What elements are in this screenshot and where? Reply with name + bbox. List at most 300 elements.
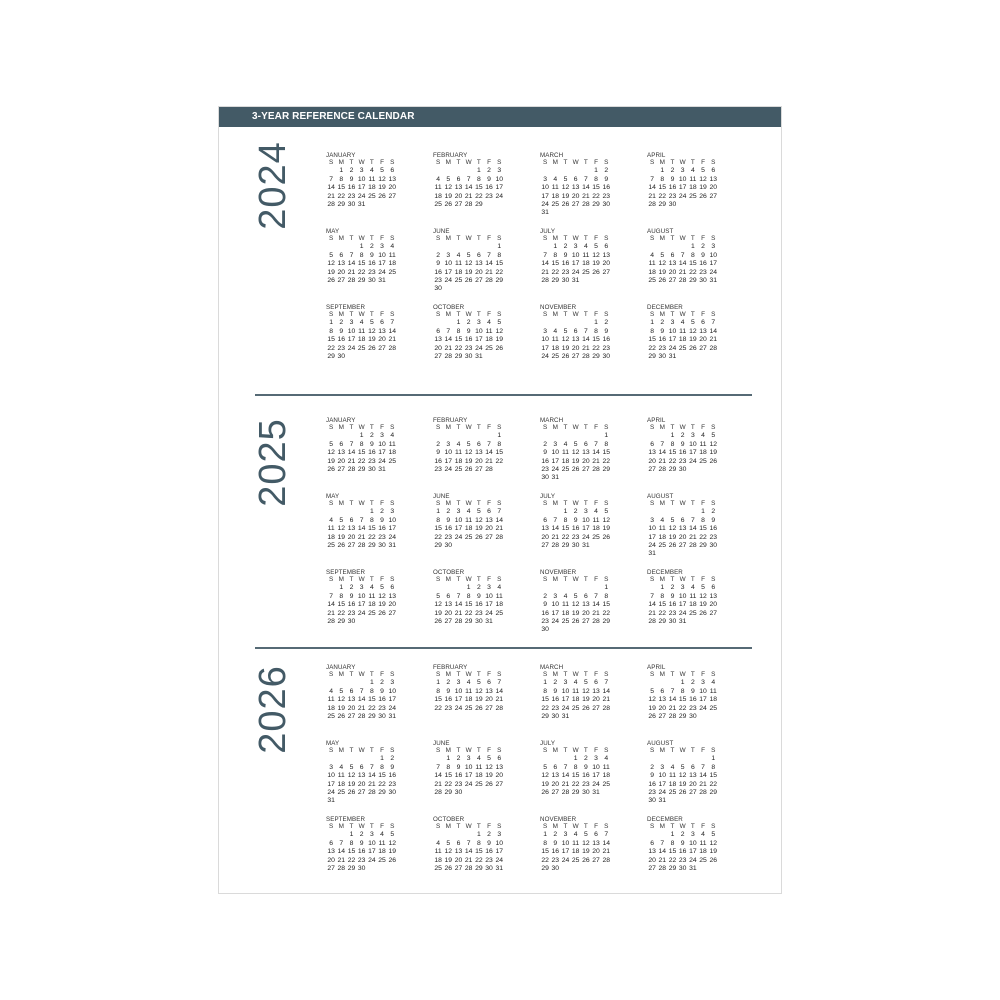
weekday-initial: S — [542, 823, 548, 830]
day-number: 4 — [369, 167, 374, 175]
day-number: 2 — [446, 679, 451, 687]
week-row — [540, 705, 620, 713]
day-number: 15 — [592, 184, 600, 192]
weekday-initial: T — [583, 823, 588, 830]
day-number: 6 — [604, 243, 609, 251]
empty-day — [433, 167, 443, 175]
day-number: 18 — [571, 848, 580, 856]
day-number: 24 — [551, 465, 560, 473]
day-number: 18 — [678, 336, 687, 344]
day-number: 16 — [541, 457, 549, 465]
week-row — [647, 193, 727, 201]
month-august — [647, 740, 727, 806]
week-row — [326, 277, 406, 285]
day-number: 23 — [475, 609, 483, 617]
weekday-initial: M — [445, 311, 451, 318]
empty-day — [708, 466, 718, 474]
day-number: 14 — [368, 772, 376, 780]
day-number: 30 — [388, 788, 396, 796]
day-number: 6 — [476, 251, 481, 259]
weekday-initial: M — [338, 159, 344, 166]
day-number: 19 — [561, 192, 570, 200]
day-number: 22 — [689, 268, 697, 276]
weekday-initial: S — [542, 671, 548, 678]
day-number: 18 — [368, 601, 376, 609]
day-number: 12 — [709, 839, 717, 847]
day-number: 5 — [701, 584, 705, 592]
day-number: 27 — [582, 465, 590, 473]
year-label — [253, 412, 293, 512]
day-number: 6 — [456, 839, 461, 847]
week-row — [540, 789, 620, 797]
empty-day — [667, 755, 677, 763]
day-number: 9 — [680, 839, 685, 847]
day-number: 28 — [485, 465, 493, 473]
day-number: 17 — [485, 601, 493, 609]
weekday-initial: S — [497, 235, 502, 242]
day-number: 11 — [454, 449, 462, 457]
day-number: 17 — [592, 772, 600, 780]
week-row — [326, 458, 406, 466]
day-number: 10 — [378, 251, 386, 259]
day-number: 11 — [689, 592, 697, 600]
day-number: 11 — [699, 839, 707, 847]
day-number: 5 — [711, 432, 716, 440]
empty-day — [571, 319, 581, 327]
day-number: 10 — [464, 763, 473, 771]
empty-day — [678, 243, 688, 251]
day-number: 22 — [454, 344, 463, 352]
day-number: 21 — [658, 856, 667, 864]
empty-day — [540, 319, 550, 327]
weekday-initial: F — [487, 576, 491, 583]
day-number: 11 — [561, 601, 569, 609]
weekday-initial: T — [349, 747, 354, 754]
day-number: 8 — [476, 839, 481, 847]
weekday-header — [540, 500, 620, 508]
empty-day — [443, 432, 453, 440]
day-number: 16 — [378, 696, 386, 704]
week-row — [326, 345, 406, 353]
day-number: 7 — [487, 440, 491, 448]
day-number: 26 — [485, 780, 493, 788]
weekday-initial: S — [390, 235, 395, 242]
day-number: 5 — [670, 516, 675, 524]
day-number: 1 — [690, 243, 695, 251]
day-number: 8 — [380, 763, 384, 771]
day-number: 8 — [650, 327, 654, 335]
day-number: 14 — [541, 260, 549, 268]
day-number: 31 — [689, 864, 697, 872]
day-number: 22 — [571, 780, 580, 788]
day-number: 21 — [357, 533, 366, 541]
week-row — [326, 584, 406, 592]
day-number: 20 — [582, 457, 590, 465]
day-number: 12 — [327, 260, 335, 268]
weekday-initial: W — [358, 823, 365, 830]
day-number: 20 — [444, 609, 453, 617]
weekday-initial: M — [552, 424, 558, 431]
empty-day — [688, 353, 698, 361]
day-number: 28 — [689, 541, 697, 549]
empty-day — [443, 167, 453, 175]
day-number: 15 — [551, 260, 560, 268]
day-number: 30 — [434, 285, 442, 293]
day-number: 19 — [337, 533, 346, 541]
day-number: 23 — [551, 704, 560, 712]
day-number: 6 — [349, 687, 354, 695]
empty-day — [657, 679, 667, 687]
week-row — [433, 534, 513, 542]
weekday-initial: T — [349, 823, 354, 830]
day-number: 1 — [476, 167, 481, 175]
day-number: 3 — [329, 763, 333, 771]
day-number: 16 — [602, 184, 610, 192]
day-number: 6 — [349, 516, 354, 524]
day-number: 23 — [464, 344, 473, 352]
week-row — [540, 277, 620, 285]
day-number: 18 — [561, 609, 570, 617]
day-number: 21 — [357, 704, 366, 712]
day-number: 3 — [553, 440, 558, 448]
weekday-header — [647, 747, 727, 755]
week-row — [433, 328, 513, 336]
day-number: 4 — [390, 243, 395, 251]
day-number: 2 — [690, 679, 695, 687]
day-number: 18 — [551, 344, 560, 352]
day-number: 11 — [592, 516, 600, 524]
empty-day — [346, 243, 356, 251]
day-number: 14 — [592, 601, 600, 609]
day-number: 4 — [456, 440, 461, 448]
empty-day — [433, 432, 443, 440]
weekday-initial: F — [594, 671, 598, 678]
day-number: 18 — [551, 192, 560, 200]
weekday-initial: T — [563, 747, 568, 754]
week-row — [540, 458, 620, 466]
week-row — [647, 610, 727, 618]
day-number: 4 — [711, 679, 716, 687]
day-number: 4 — [466, 679, 471, 687]
empty-day — [453, 432, 463, 440]
week-row — [433, 353, 513, 361]
week-row — [326, 508, 406, 516]
empty-day — [326, 508, 336, 516]
day-number: 14 — [454, 601, 463, 609]
day-number: 12 — [444, 184, 453, 192]
day-number: 18 — [689, 184, 697, 192]
day-number: 22 — [368, 704, 376, 712]
day-number: 9 — [456, 763, 461, 771]
day-number: 12 — [327, 449, 335, 457]
empty-day — [678, 201, 688, 209]
day-number: 22 — [327, 344, 335, 352]
day-number: 17 — [388, 696, 396, 704]
day-number: 24 — [357, 609, 366, 617]
week-row — [647, 441, 727, 449]
empty-day — [336, 508, 346, 516]
week-row — [647, 345, 727, 353]
month-december — [647, 816, 727, 873]
day-number: 6 — [650, 440, 654, 448]
weekday-initial: M — [552, 235, 558, 242]
day-number: 16 — [378, 525, 386, 533]
weekday-initial: W — [465, 500, 472, 507]
day-number: 30 — [678, 864, 687, 872]
week-row — [540, 593, 620, 601]
day-number: 25 — [658, 541, 667, 549]
day-number: 17 — [561, 848, 570, 856]
week-row — [647, 857, 727, 865]
month-name: NOVEMBER — [540, 304, 577, 311]
day-number: 6 — [390, 167, 395, 175]
day-number: 12 — [561, 184, 570, 192]
empty-day — [550, 432, 560, 440]
day-number: 8 — [369, 687, 374, 695]
day-number: 10 — [561, 839, 570, 847]
day-number: 14 — [485, 260, 493, 268]
day-number: 29 — [475, 200, 483, 208]
day-number: 8 — [670, 839, 675, 847]
month-february — [433, 664, 513, 713]
month-name: MARCH — [540, 664, 564, 671]
day-number: 19 — [648, 704, 656, 712]
day-number: 20 — [689, 780, 697, 788]
weekday-initial: S — [435, 823, 441, 830]
day-number: 5 — [680, 763, 685, 771]
day-number: 8 — [594, 327, 598, 335]
empty-day — [708, 797, 718, 805]
weekday-initial: T — [456, 671, 461, 678]
empty-day — [433, 243, 443, 251]
empty-day — [484, 201, 494, 209]
day-number: 20 — [541, 533, 549, 541]
weekday-initial: M — [552, 823, 558, 830]
weekday-initial: S — [497, 576, 502, 583]
weekday-initial: M — [659, 576, 665, 583]
month-april — [647, 664, 727, 721]
day-number: 26 — [561, 352, 570, 360]
weekday-initial: W — [358, 424, 365, 431]
day-number: 6 — [680, 516, 685, 524]
day-number: 23 — [561, 268, 570, 276]
week-row — [647, 508, 727, 516]
empty-day — [367, 865, 377, 873]
week-row — [647, 550, 727, 558]
weekday-initial: S — [649, 823, 655, 830]
month-september — [326, 569, 406, 626]
weekday-initial: F — [380, 823, 384, 830]
empty-day — [453, 831, 463, 839]
day-number: 2 — [380, 508, 384, 516]
month-december — [647, 569, 727, 626]
empty-day — [484, 243, 494, 251]
day-number: 18 — [378, 848, 386, 856]
empty-day — [571, 432, 581, 440]
day-number: 30 — [658, 352, 667, 360]
empty-day — [698, 353, 708, 361]
week-row — [433, 193, 513, 201]
day-number: 18 — [689, 601, 697, 609]
day-number: 16 — [602, 336, 610, 344]
week-row — [540, 243, 620, 251]
weekday-initial: F — [487, 424, 491, 431]
day-number: 14 — [327, 184, 335, 192]
weekday-initial: S — [542, 235, 548, 242]
day-number: 16 — [551, 848, 560, 856]
day-number: 31 — [541, 209, 549, 217]
day-number: 29 — [592, 200, 600, 208]
day-number: 11 — [327, 696, 335, 704]
weekday-initial: S — [497, 311, 502, 318]
empty-day — [367, 353, 377, 361]
day-number: 25 — [357, 344, 366, 352]
empty-day — [560, 865, 570, 873]
day-number: 30 — [337, 352, 346, 360]
day-number: 4 — [456, 251, 461, 259]
day-number: 24 — [357, 192, 366, 200]
day-number: 5 — [466, 440, 471, 448]
day-number: 16 — [668, 184, 677, 192]
week-row — [540, 449, 620, 457]
weekday-initial: T — [476, 159, 481, 166]
weekday-header — [326, 235, 406, 243]
weekday-initial: M — [445, 747, 451, 754]
day-number: 11 — [495, 592, 503, 600]
weekday-initial: F — [594, 576, 598, 583]
day-number: 27 — [551, 788, 560, 796]
day-number: 20 — [709, 601, 717, 609]
empty-day — [387, 865, 397, 873]
month-name: NOVEMBER — [540, 569, 577, 576]
day-number: 19 — [699, 601, 707, 609]
day-number: 27 — [602, 268, 610, 276]
empty-day — [336, 831, 346, 839]
day-number: 19 — [347, 780, 356, 788]
week-row — [540, 432, 620, 440]
day-number: 26 — [368, 344, 376, 352]
month-july — [540, 740, 620, 797]
empty-day — [708, 550, 718, 558]
empty-day — [443, 285, 453, 293]
empty-day — [591, 474, 601, 482]
day-number: 22 — [541, 856, 549, 864]
day-number: 4 — [680, 319, 685, 327]
month-may — [326, 493, 406, 550]
day-number: 2 — [466, 319, 471, 327]
day-number: 26 — [388, 856, 396, 864]
day-number: 14 — [561, 772, 570, 780]
day-number: 4 — [690, 584, 695, 592]
empty-day — [591, 626, 601, 634]
month-october — [433, 569, 513, 626]
day-number: 10 — [551, 601, 560, 609]
week-row — [433, 696, 513, 704]
day-number: 26 — [582, 856, 590, 864]
empty-day — [367, 618, 377, 626]
empty-day — [357, 618, 367, 626]
weekday-initial: T — [456, 747, 461, 754]
day-number: 28 — [561, 788, 570, 796]
weekday-header — [433, 747, 513, 755]
empty-day — [698, 201, 708, 209]
day-number: 8 — [339, 592, 344, 600]
day-number: 17 — [327, 780, 335, 788]
day-number: 7 — [680, 251, 685, 259]
day-number: 6 — [583, 592, 588, 600]
day-number: 11 — [475, 763, 483, 771]
empty-day — [336, 679, 346, 687]
day-number: 2 — [604, 167, 609, 175]
day-number: 23 — [648, 788, 656, 796]
day-number: 13 — [602, 251, 610, 259]
day-number: 21 — [368, 780, 376, 788]
day-number: 14 — [444, 336, 453, 344]
day-number: 14 — [689, 525, 697, 533]
weekday-header — [647, 823, 727, 831]
day-number: 23 — [485, 192, 493, 200]
day-number: 24 — [464, 780, 473, 788]
empty-day — [387, 466, 397, 474]
empty-day — [326, 679, 336, 687]
empty-day — [494, 201, 504, 209]
empty-day — [346, 353, 356, 361]
day-number: 8 — [563, 516, 568, 524]
day-number: 1 — [380, 755, 384, 763]
day-number: 25 — [561, 617, 570, 625]
day-number: 4 — [701, 831, 705, 839]
empty-day — [698, 550, 708, 558]
day-number: 5 — [573, 592, 578, 600]
day-number: 15 — [337, 184, 346, 192]
year-label — [253, 659, 293, 759]
day-number: 28 — [434, 788, 442, 796]
week-row — [540, 755, 620, 763]
weekday-initial: T — [476, 424, 481, 431]
weekday-initial: W — [572, 671, 579, 678]
weekday-initial: T — [369, 311, 374, 318]
day-number: 21 — [648, 609, 656, 617]
empty-day — [453, 584, 463, 592]
day-number: 5 — [497, 319, 502, 327]
month-name: APRIL — [647, 152, 666, 159]
empty-day — [550, 584, 560, 592]
day-number: 5 — [701, 167, 705, 175]
day-number: 20 — [357, 780, 366, 788]
day-number: 27 — [592, 856, 600, 864]
weekday-initial: T — [476, 500, 481, 507]
weekday-initial: F — [380, 747, 384, 754]
week-row — [326, 252, 406, 260]
day-number: 3 — [690, 831, 695, 839]
day-number: 25 — [378, 856, 386, 864]
week-row — [540, 345, 620, 353]
day-number: 1 — [670, 432, 675, 440]
day-number: 31 — [709, 276, 717, 284]
day-number: 24 — [668, 344, 677, 352]
day-number: 8 — [711, 763, 716, 771]
day-number: 25 — [464, 533, 473, 541]
day-number: 5 — [660, 251, 665, 259]
day-number: 18 — [327, 704, 335, 712]
day-number: 19 — [434, 609, 442, 617]
weekday-initial: W — [572, 159, 579, 166]
week-row — [540, 626, 620, 634]
weekday-header — [540, 235, 620, 243]
empty-day — [601, 474, 611, 482]
month-name: FEBRUARY — [433, 417, 468, 424]
day-number: 19 — [444, 856, 453, 864]
